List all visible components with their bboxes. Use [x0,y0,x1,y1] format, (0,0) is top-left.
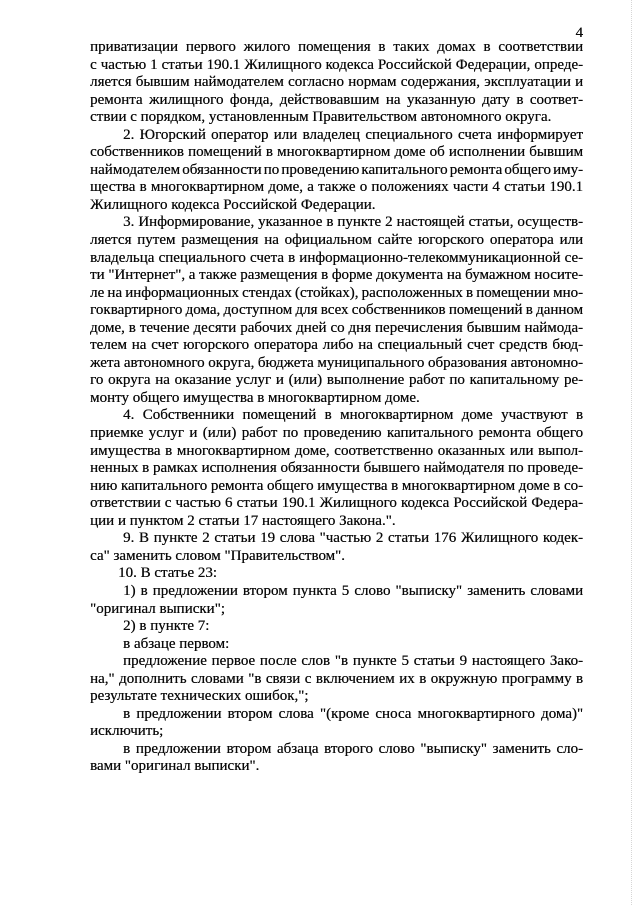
amendment-first-sentence [90,653,583,706]
text-line: нию капитального ремонта общего имущества в многоквартирном доме в со- [90,477,583,494]
paragraph-continuation [90,39,583,127]
text-line: ции и пунктом 2 статьи 17 настоящего Закона.". [90,512,396,529]
paragraph-item-10-heading [90,565,583,583]
text-line: гоквартирного дома, доступном для всех собственников помещений в данном [90,302,583,319]
text-line: 9. В пункте 2 статьи 19 слова "частью 2 статьи 176 Жилищного кодек- [123,530,583,547]
text-line: исключить; [90,723,164,740]
text-line: собственников помещений в многоквартирном доме об исполнении бывшим [90,144,583,161]
text-line: ответствии с частью 6 статьи 190.1 Жилищного кодекса Российской Федера- [90,495,583,512]
text-line: го округа на оказание услуг и (или) выполнение работ по капитальному ре- [90,372,583,389]
text-line: 1) в предложении втором пункта 5 слово "выписку" заменить словами [123,582,583,599]
text-line: доме, в течение десяти рабочих дней со дня перечисления бывшим наймода- [90,319,583,336]
amendment-second-paragraph [90,741,583,776]
page-number: 4 [575,25,583,41]
text-line: ремонта жилищного фонда, действовавшим на указанную дату в соответ- [90,91,583,108]
text-line: 10. В статье 23: [118,565,217,582]
text-line: вами "оригинал выписки". [90,758,260,775]
text-line: ствии с порядком, установленным Правительством автономного округа. [90,109,552,126]
text-line: приватизации первого жилого помещения в таких домах в соответствии [90,39,583,55]
subitem-2-heading [90,618,583,636]
text-line: результате технических ошибок,"; [90,688,309,705]
text-line: 2) в пункте 7: [123,618,210,635]
text-line: ти "Интернет", а также размещения в форме документа на бумажном носите- [90,267,583,284]
subitem-1 [90,583,583,618]
scan-edge-mark [631,0,632,905]
text-line: в абзаце первом: [123,635,230,652]
text-line: телем на счет югорского оператора либо на специальный счет средств бюд- [90,337,583,354]
text-line: в предложении втором абзаца второго слово "выписку" заменить сло- [123,740,583,757]
text-line: 2. Югорский оператор или владелец специального счета информирует [123,126,583,143]
amendment-second-sentence [90,706,583,741]
text-line: предложение первое после слов "в пункте 5 статьи 9 настоящего Зако- [123,653,583,670]
first-paragraph-heading [90,636,583,654]
text-line: ляется путем размещения на официальном сайте югорского оператора или [90,232,583,249]
text-line: 4. Собственники помещений в многоквартирном доме участвуют в [123,407,583,424]
text-line: щества в многоквартирном доме, а также о положениях части 4 статьи 190.1 [90,179,583,196]
paragraph-item-3 [90,214,583,407]
text-line: имущества в многоквартирном доме, соответственно оказанных или выпол- [90,442,583,459]
text-line: в предложении втором слова "(кроме сноса многоквартирного дома)" [123,705,583,722]
paragraph-item-2 [90,127,583,215]
text-line: 3. Информирование, указанное в пункте 2 настоящей статьи, осуществ- [123,214,583,231]
text-line: "оригинал выписки"; [90,600,225,617]
text-line: ляется бывшим наймодателем согласно нормам содержания, эксплуатации и [90,74,583,91]
text-line: на," дополнить словами "в связи с включением их в окружную программу в [90,670,583,687]
text-line: приемке услуг и (или) работ по проведению капитального ремонта общего [90,425,583,442]
text-line: жета автономного округа, бюджета муниципального образования автономно- [90,354,583,371]
text-line: ненных в рамках исполнения обязанности бывшего наймодателя по проведе- [90,460,583,477]
text-line: са" заменить словом "Правительством". [90,547,345,564]
text-line: владельца специального счета в информационно-телекоммуникационной се- [90,249,583,266]
document-body [90,39,583,776]
paragraph-item-4 [90,407,583,530]
text-line: наймодателем обязанности по проведению капитального ремонта общего иму- [90,161,583,178]
text-line: монту общего имущества в многоквартирном доме. [90,389,420,406]
text-line: с частью 1 статьи 190.1 Жилищного кодекса Российской Федерации, опреде- [90,56,583,73]
text-line: Жилищного кодекса Российской Федерации. [90,196,376,213]
paragraph-item-9 [90,530,583,565]
text-line: ле на информационных стендах (стойках), расположенных в помещении мно- [90,284,583,301]
